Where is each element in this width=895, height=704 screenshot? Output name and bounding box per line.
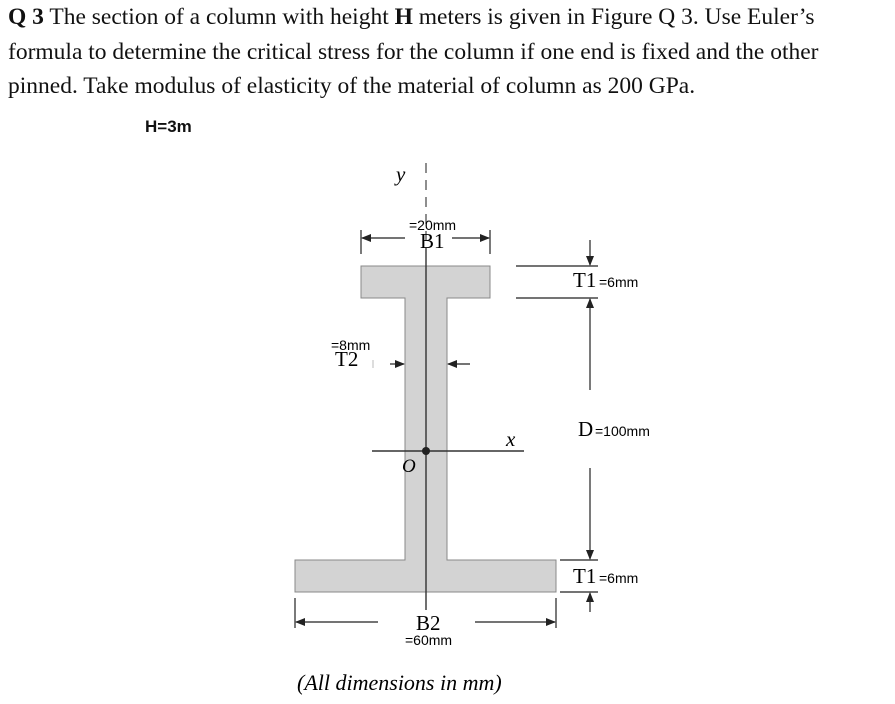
y-axis-label: y [396, 162, 406, 186]
b2-label: B2 [416, 611, 441, 635]
b1-label: B1 [420, 229, 445, 253]
question-number: Q 3 [8, 4, 44, 30]
t1-bottom-value: =6mm [599, 570, 639, 586]
t2-value: =8mm [331, 337, 371, 353]
x-axis-label: x [506, 427, 516, 451]
height-value: H=3m [145, 117, 192, 136]
t2-label: T2 [335, 347, 359, 371]
height-symbol: H [394, 4, 413, 30]
question-text-part-a: The section of a column with height [43, 4, 395, 30]
t1-bottom-label: T1 [573, 564, 597, 588]
b1-value: =20mm [409, 217, 457, 233]
d-label: D [578, 417, 594, 441]
origin-point [422, 447, 430, 455]
origin-label: O [402, 456, 416, 477]
figure-caption: (All dimensions in mm) [297, 670, 502, 695]
b2-value: =60mm [405, 632, 453, 648]
question-text-part-b: meters is given in Figure Q 3. Use Euler’s formula to determine the critical stress for the column if one end is fixed and the other pinned. Take modulus of elasticity of the material of column as 200 GPa. [8, 4, 819, 99]
d-value: =100mm [595, 423, 650, 439]
t1-top-label: T1 [573, 268, 597, 292]
t1-top-value: =6mm [599, 274, 639, 290]
